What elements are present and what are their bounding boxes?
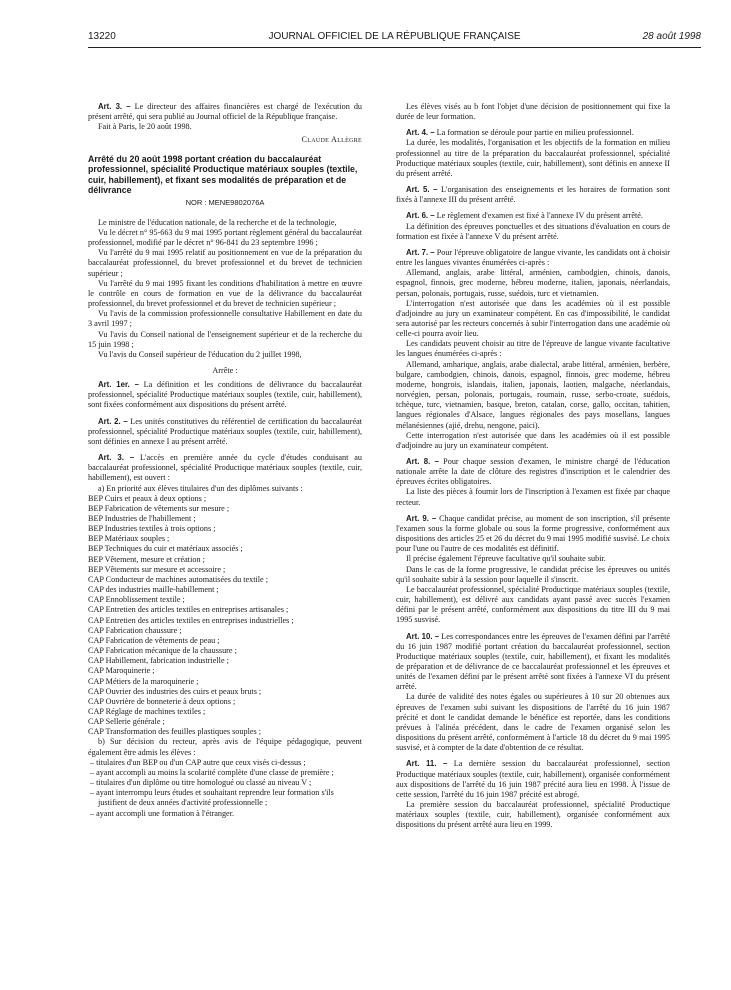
- list-item: CAP Maroquinerie ;: [88, 666, 155, 676]
- right-column: [396, 102, 670, 830]
- list-item: BEP Industries textiles à trois options ;: [88, 524, 216, 534]
- list-item: CAP Habillement, fabrication industrielle ;: [88, 656, 229, 666]
- list-item: CAP Transformation des feuilles plastiques souples ;: [88, 727, 261, 737]
- list-item: – ayant accompli au moins la scolarité complète d'une classe de première ;: [90, 767, 334, 777]
- paragraph: Il précise également l'épreuve facultative qu'il souhaite subir.: [406, 554, 606, 564]
- paragraph: L'interrogation n'est autorisée que dans les académies où il est possible d'adjoindre au jury un examinateur compétent. En cas d'impossibilité, le candidat sera autorisé par les recteurs concernés à subir l'interrogation dans une académie où celle-ci pourra avoir lieu.: [396, 298, 670, 339]
- signer-name: Claude Allègre: [301, 135, 362, 145]
- page-number: 13220: [88, 31, 116, 42]
- list-item: CAP Fabrication de vêtements de peau ;: [88, 635, 220, 645]
- arrete-word: Arrête :: [212, 365, 238, 375]
- diploma-list: [88, 494, 362, 738]
- list-item: CAP Ouvrier des industries des cuirs et peaux bruts ;: [88, 686, 262, 696]
- article-11: Art. 11. – La dernière session du baccalauréat professionnel, section Productique matériaux souples (textile, cuir, habillement), organisée conformément aux dispositions de l'arrêté du 16 juin 1987 précité aura lieu en 1998. À l'issue de cette session, l'arrêté du 16 juin 1987 précité est abrogé.: [396, 759, 670, 799]
- paragraph: Les élèves visés au b font l'objet d'une décision de positionnement qui fixe la durée de leur formation.: [396, 102, 670, 122]
- preamble-line: Vu le décret n° 95-663 du 9 mai 1995 portant règlement général du baccalauréat professionnel, modifié par le décret n° 96-841 du 23 septembre 1996 ;: [88, 227, 362, 248]
- paragraph: Cette interrogation n'est autorisée que dans les académies où il est possible d'adjoindre au jury un examinateur compétent.: [396, 430, 670, 450]
- list-item: – titulaires d'un diplôme ou titre homologué ou classé au niveau V ;: [90, 778, 312, 788]
- list-item: CAP Métiers de la maroquinerie ;: [88, 676, 199, 686]
- list-item: CAP Entretien des articles textiles en entreprises industrielles ;: [88, 615, 294, 625]
- page-header: [88, 31, 701, 47]
- preamble-line: Vu l'avis du Conseil supérieur de l'éducation du 2 juillet 1998,: [98, 349, 302, 359]
- list-item: CAP Entretien des articles textiles en entreprises artisanales ;: [88, 605, 289, 615]
- preamble-line: Le ministre de l'éducation nationale, de la recherche et de la technologie,: [98, 217, 337, 227]
- paragraph: La définition des épreuves ponctuelles et des situations d'évaluation en cours de formation est fixée à l'annexe V du présent arrêté.: [396, 221, 670, 241]
- article-9: Art. 9. – Chaque candidat précise, au moment de son inscription, s'il présente l'examen sous la forme globale ou sous la forme progressive, conformément aux dispositions des articles 25 et 26 du décret du 9 mai 1995 modifié susvisé. Le choix pour l'une ou l'autre de ces modalités est définitif.: [396, 513, 670, 554]
- header-rule: [88, 47, 701, 48]
- preamble-line: Vu l'arrêté du 9 mai 1995 relatif au positionnement en vue de la préparation du baccalauréat professionnel, du brevet professionnel et du brevet de technicien supérieur ;: [88, 248, 362, 278]
- list-item: BEP Industries de l'habillement ;: [88, 514, 196, 523]
- list-item: – titulaires d'un BEP ou d'un CAP autre que ceux visés ci-dessus ;: [90, 757, 306, 767]
- nor-reference: NOR : MENE9802076A: [185, 197, 265, 207]
- preamble-line: Vu l'arrêté du 9 mai 1995 fixant les conditions d'habilitation à mettre en œuvre le contrôle en cours de formation en vue de la délivrance du baccalauréat professionnel, du brevet professionnel et du brevet de technicien supérieur ;: [88, 278, 362, 309]
- preamble-line: Vu l'avis du Conseil national de l'enseignement supérieur et de la recherche du 15 juin 1998 ;: [88, 329, 362, 349]
- list-item: CAP Ouvrière de bonneterie à deux options ;: [88, 696, 236, 706]
- list-item: BEP Vêtement, mesure et création ;: [88, 554, 205, 564]
- journal-title: JOURNAL OFFICIEL DE LA RÉPUBLIQUE FRANÇAISE: [268, 31, 521, 42]
- article-3: Art. 3. – L'accès en première année du cycle d'études conduisant au baccalauréat professionnel, spécialité Productique matériaux souples (textile, cuir, habillement), est ouvert :: [88, 453, 362, 483]
- decree-title: Arrêté du 20 août 1998 portant création du baccalauréat professionnel, spécialité Productique matériaux souples (textile, cuir, habillement), et fixant ses modalités de préparation et de délivrance: [88, 153, 358, 196]
- list-item: BEP Techniques du cuir et matériaux associés ;: [88, 544, 243, 554]
- paragraph: Le baccalauréat professionnel, spécialité Productique matériaux souples (textile, cuir, habillement), est délivré aux candidats ayant passé avec succès l'examen défini par le présent arrêté, conformément aux dispositions du titre III du 9 mai 1995 susvisé.: [396, 584, 670, 625]
- paragraph: Allemand, anglais, arabe littéral, arménien, cambodgien, chinois, danois, espagnol, finnois, grec moderne, hébreu moderne, italien, japonais, néerlandais, persan, polonais, portugais, russe, suédois, turc et vietnamien.: [396, 268, 670, 298]
- list-item: CAP Fabrication chaussure ;: [88, 625, 182, 635]
- article-3-a: a) En priorité aux élèves titulaires d'un des diplômes suivants :: [98, 483, 303, 493]
- list-item: CAP Fabrication mécanique de la chaussure ;: [88, 646, 237, 656]
- issue-date: 28 août 1998: [642, 31, 701, 42]
- list-item: CAP Réglage de machines textiles ;: [88, 706, 206, 716]
- article-2: Art. 2. – Les unités constitutives du référentiel de certification du baccalauréat professionnel, spécialité Productique matériaux souples (textile, cuir, habillement), sont définies en annexe I au présent arrêté.: [88, 416, 362, 446]
- article-1: Art. 1er. – La définition et les conditions de délivrance du baccalauréat professionnel, spécialité Productique matériaux souples (textile, cuir, habillement), sont fixées conformément aux dispositions du présent arrêté.: [88, 380, 363, 410]
- article-3-previous: Art. 3. – Le directeur des affaires financières est chargé de l'exécution du présent arrêté, qui sera publié au Journal officiel de la République française.: [88, 102, 363, 122]
- article-4: Art. 4. – La formation se déroule pour partie en milieu professionnel.: [406, 128, 634, 138]
- list-item: CAP Ennoblissement textile ;: [88, 595, 185, 605]
- b-list: [88, 758, 362, 819]
- left-column: [88, 102, 362, 819]
- list-item: CAP des industries maille-habillement ;: [88, 585, 219, 595]
- paragraph: La durée, les modalités, l'organisation et les objectifs de la formation en milieu professionnel au titre de la préparation du baccalauréat professionnel, spécialité Productique matériaux souples (textile, cuir, habillement), sont définis en annexe II du présent arrêté.: [396, 138, 670, 178]
- paragraph: Les candidats peuvent choisir au titre de l'épreuve de langue vivante facultative les langues énumérées ci-après :: [396, 339, 670, 359]
- paragraph: La liste des pièces à fournir lors de l'inscription à l'examen est fixée par chaque recteur.: [396, 487, 670, 507]
- list-item: – ayant interrompu leurs études et souhaitant reprendre leur formation s'ils justifient de deux années d'activité professionnelle ;: [90, 788, 334, 808]
- fait-line: Fait à Paris, le 20 août 1998.: [98, 122, 192, 132]
- article-10: Art. 10. – Les correspondances entre les épreuves de l'examen défini par l'arrêté du 16 juin 1987 modifié portant création du baccalauréat professionnel, section Productique matériaux souples (textile, cuir, habillement), et fixant les modalités de préparation et de délivrance de ce baccalauréat professionnel et les épreuves et unités de l'examen défini par le présent arrêté sont fixées à l'annexe VI du présent arrêté.: [396, 631, 671, 692]
- article-8: Art. 8. – Pour chaque session d'examen, le ministre chargé de l'éducation nationale arrête la date de clôture des registres d'inscription et le calendrier des épreuves écrites obligatoires.: [396, 457, 671, 487]
- list-item: CAP Sellerie générale ;: [88, 717, 165, 727]
- paragraph: Dans le cas de la forme progressive, le candidat précise les épreuves ou unités qu'il souhaite subir à la session pour laquelle il s'inscrit.: [396, 564, 670, 584]
- article-3-b: b) Sur décision du recteur, après avis de l'équipe pédagogique, peuvent également être admis les élèves :: [88, 737, 362, 757]
- paragraph: La première session du baccalauréat professionnel, spécialité Productique matériaux souples (textile, cuir, habillement), organisée conformément aux dispositions du présent arrêté aura lieu en 1999.: [396, 800, 670, 830]
- article-5: Art. 5. – L'organisation des enseignements et les horaires de formation sont fixés à l'annexe III du présent arrêté.: [396, 185, 670, 205]
- paragraph: Allemand, amharique, anglais, arabe dialectal, arabe littéral, arménien, berbère, bulgare, cambodgien, chinois, danois, espagnol, finnois, grec moderne, hébreu moderne, hongrois, islandais, italien, japonais, laotien, malgache, néerlandais, norvégien, persan, polonais, portugais, roumain, russe, serbo-croate, suédois, tchèque, turc, vietnamien, basque, breton, catalan, corse, gallo, occitan, tahitien, langues régionales d'Alsace, langues régionales des pays mosellans, langues mélanésiennes (ajié, drehu, nengone, paici).: [396, 359, 670, 430]
- article-6: Art. 6. – Le règlement d'examen est fixé à l'annexe IV du présent arrêté.: [406, 211, 643, 221]
- list-item: BEP Cuirs et peaux à deux options ;: [88, 493, 207, 503]
- list-item: BEP Fabrication de vêtements sur mesure ;: [88, 503, 230, 513]
- list-item: BEP Vêtements sur mesure et accessoire ;: [88, 564, 226, 574]
- preamble-line: Vu l'avis de la commission professionnelle consultative Habillement en date du 3 avril 1997 ;: [88, 309, 362, 329]
- list-item: BEP Matériaux souples ;: [88, 534, 170, 544]
- article-7: Art. 7. – Pour l'épreuve obligatoire de langue vivante, les candidats ont à choisir entre les langues vivantes énumérées ci-après :: [396, 247, 671, 268]
- paragraph: La durée de validité des notes égales ou supérieures à 10 sur 20 obtenues aux épreuves de l'examen subi suivant les dispositions de l'arrêté du 16 juin 1987 précité et dont le candidat demande le bénéfice est reportée, dans les conditions prévues à l'alinéa précédent, dans le cadre de l'examen organisé selon les dispositions du présent arrêté, conformément à l'article 18 du décret du 9 mai 1995 susvisé, et à compter de la date d'obtention de ce résultat.: [396, 692, 670, 753]
- list-item: CAP Conducteur de machines automatisées du textile ;: [88, 574, 269, 584]
- list-item: – ayant accompli une formation à l'étranger.: [90, 808, 235, 818]
